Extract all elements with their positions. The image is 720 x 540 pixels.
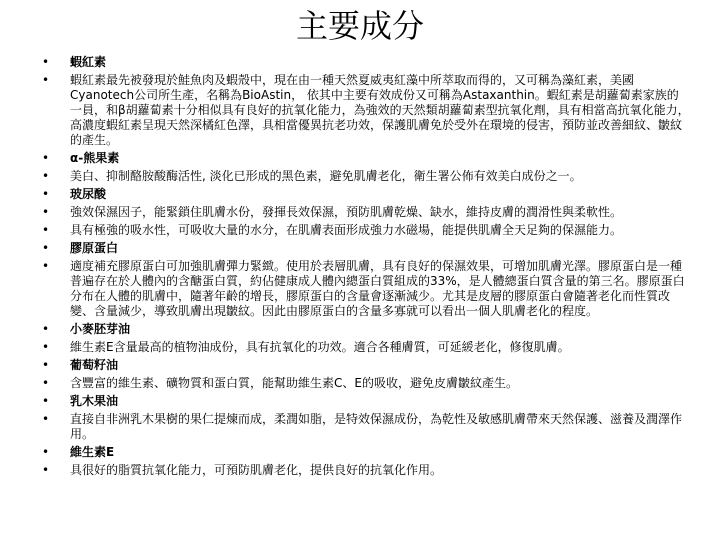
list-item — [40, 412, 690, 442]
bullet-icon: • — [42, 340, 50, 354]
section-heading: 小麥胚芽油 — [70, 322, 131, 336]
bullet-icon: • — [42, 358, 50, 372]
list-item — [40, 445, 690, 460]
section-heading: 維生素E — [70, 445, 115, 459]
list-item — [40, 394, 690, 409]
list-item — [40, 55, 690, 70]
list-item — [40, 358, 690, 373]
list-item — [40, 376, 690, 391]
bullet-icon: • — [42, 445, 50, 459]
list-item — [40, 73, 690, 148]
list-item — [40, 187, 690, 202]
section-body: 直接自非洲乳木果樹的果仁提煉而成，柔潤如脂，是特效保濕成份，為乾性及敏感肌膚帶來天然保護、滋養及潤澤作用。 — [70, 412, 683, 441]
list-item — [40, 241, 690, 256]
section-heading: α-熊果素 — [70, 151, 120, 165]
ingredient-list — [40, 55, 690, 481]
section-body: 蝦紅素最先被發現於鮭魚肉及蝦殼中，現在由一種天然夏威夷紅藻中所萃取而得的，又可稱為藻紅素，美國Cyanotech公司所生產，名稱為BioAstin， 依其中主要有效成份又可稱為Astaxanthin。蝦紅素是胡蘿蔔素家族的一員，和β胡蘿蔔素十分相似具有良好的抗氧化能力，為強效的天然類胡蘿蔔素型抗氧化劑，具有相當高抗氧化能力，高濃度蝦紅素呈現天然深橘紅色澤，具相當優異抗老功效，保護肌膚免於受外在環境的侵害，預防並改善細紋、皺紋的產生。 — [70, 73, 690, 147]
bullet-icon: • — [42, 394, 50, 408]
section-body: 具有極強的吸水性，可吸收大量的水分，在肌膚表面形成強力水磁場，能提供肌膚全天足夠的保濕能力。 — [70, 223, 623, 237]
bullet-icon: • — [42, 376, 50, 390]
section-heading: 玻尿酸 — [70, 187, 107, 201]
section-heading: 膠原蛋白 — [70, 241, 119, 255]
bullet-icon: • — [42, 463, 50, 477]
bullet-icon: • — [42, 223, 50, 237]
bullet-icon: • — [42, 259, 50, 273]
bullet-icon: • — [42, 55, 50, 69]
page-title: 主要成分 — [295, 7, 424, 45]
section-body: 美白、抑制酪胺酸酶活性, 淡化已形成的黑色素，避免肌膚老化，衛生署公佈有效美白成份之一。 — [70, 169, 582, 183]
bullet-icon: • — [42, 205, 50, 219]
section-body: 維生素E含量最高的植物油成份，具有抗氧化的功效。適合各種膚質，可延緩老化，修復肌膚。 — [70, 340, 570, 354]
section-heading: 乳木果油 — [70, 394, 119, 408]
section-body: 適度補充膠原蛋白可加強肌膚彈力緊緻。使用於表層肌膚，具有良好的保濕效果，可增加肌膚光澤。膠原蛋白是一種普遍存在於人體內的含醣蛋白質，約佔健康成人體內總蛋白質組成的33%，是人體總蛋白質含量的第三名。膠原蛋白分布在人體的肌膚中，隨著年齡的增長，膠原蛋白的含量會逐漸減少。尤其是皮層的膠原蛋白會隨著老化而性質改變、含量減少，導致肌膚出現皺紋。因此由膠原蛋白的含量多寡就可以看出一個人肌膚老化的程度。 — [70, 259, 685, 318]
list-item — [40, 463, 690, 478]
section-body: 含豐富的維生素、礦物質和蛋白質，能幫助維生素C、E的吸收，避免皮膚皺紋產生。 — [70, 376, 518, 390]
bullet-icon: • — [42, 169, 50, 183]
list-item — [40, 322, 690, 337]
bullet-icon: • — [42, 241, 50, 255]
list-item — [40, 205, 690, 220]
list-item — [40, 151, 690, 166]
list-item — [40, 223, 690, 238]
bullet-icon: • — [42, 412, 50, 426]
section-heading: 葡萄籽油 — [70, 358, 119, 372]
bullet-icon: • — [42, 322, 50, 336]
list-item — [40, 259, 690, 319]
list-item — [40, 169, 690, 184]
section-body: 強效保濕因子，能緊鎖住肌膚水份，發揮長效保濕，預防肌膚乾燥、缺水，維持皮膚的潤滑性與柔軟性。 — [70, 205, 623, 219]
bullet-icon: • — [42, 73, 50, 87]
bullet-icon: • — [42, 151, 50, 165]
bullet-icon: • — [42, 187, 50, 201]
list-item — [40, 340, 690, 355]
section-heading: 蝦紅素 — [70, 55, 107, 69]
section-body: 具很好的脂質抗氧化能力，可預防肌膚老化，提供良好的抗氧化作用。 — [70, 463, 443, 477]
